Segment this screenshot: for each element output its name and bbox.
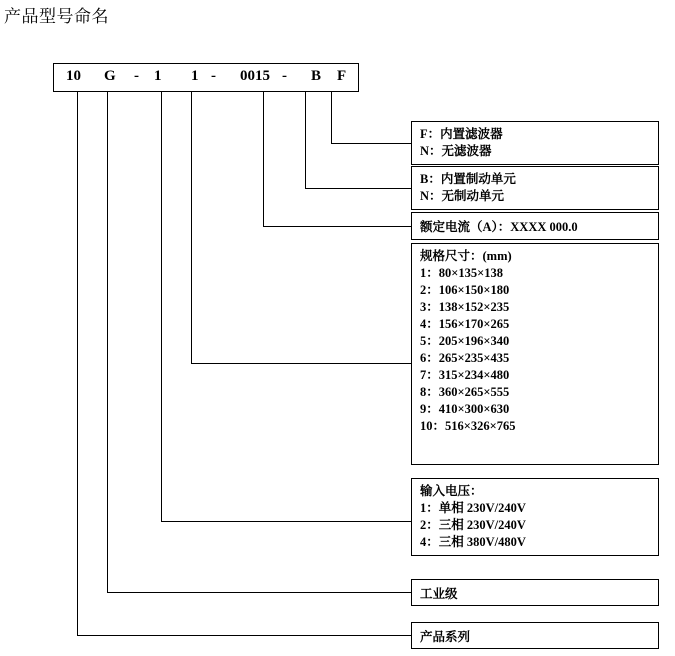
note-size-line-7: 6：265×235×435 bbox=[420, 351, 510, 365]
note-brake-line-1: B：内置制动单元 bbox=[420, 172, 516, 186]
note-current bbox=[411, 212, 659, 240]
note-size-line-8: 7：315×234×480 bbox=[420, 368, 510, 382]
code-segment-grade: G bbox=[104, 68, 116, 84]
note-size-line-6: 5：205×196×340 bbox=[420, 334, 510, 348]
note-size-line-2: 1：80×135×138 bbox=[420, 266, 503, 280]
connector-grade-vertical bbox=[107, 92, 108, 593]
connector-voltage-horizontal bbox=[161, 521, 411, 522]
connector-brake-horizontal bbox=[305, 188, 411, 189]
connector-filter-horizontal bbox=[331, 143, 411, 144]
note-size-line-1: 规格尺寸：(mm) bbox=[420, 249, 512, 263]
connector-series-horizontal bbox=[77, 635, 411, 636]
note-filter bbox=[411, 121, 659, 165]
note-voltage-line-4: 4：三相 380V/480V bbox=[420, 535, 526, 549]
note-series bbox=[411, 622, 659, 649]
code-segment-current: 0015 bbox=[240, 68, 270, 84]
code-segment-size: 1 bbox=[191, 68, 199, 84]
code-segment-filter: F bbox=[337, 68, 347, 84]
note-size-line-3: 2：106×150×180 bbox=[420, 283, 510, 297]
note-size-line-4: 3：138×152×235 bbox=[420, 300, 510, 314]
note-filter-line-2: N：无滤波器 bbox=[420, 144, 492, 158]
note-filter-line-1: F：内置滤波器 bbox=[420, 127, 503, 141]
connector-grade-horizontal bbox=[107, 592, 411, 593]
note-size bbox=[411, 243, 659, 465]
note-voltage bbox=[411, 478, 659, 556]
connector-current-vertical bbox=[263, 92, 264, 227]
note-voltage-line-1: 输入电压： bbox=[420, 484, 483, 498]
code-segment-dash-3: - bbox=[282, 68, 287, 84]
connector-voltage-vertical bbox=[161, 92, 162, 522]
page-title: 产品型号命名 bbox=[4, 7, 109, 27]
connector-brake-vertical bbox=[305, 92, 306, 189]
note-series-line-1: 产品系列 bbox=[420, 630, 471, 644]
note-brake bbox=[411, 166, 659, 210]
note-size-line-10: 9：410×300×630 bbox=[420, 402, 510, 416]
code-segment-dash-1: - bbox=[134, 68, 139, 84]
connector-size-vertical bbox=[191, 92, 192, 364]
connector-size-horizontal bbox=[191, 363, 411, 364]
note-size-line-5: 4：156×170×265 bbox=[420, 317, 510, 331]
note-voltage-line-2: 1：单相 230V/240V bbox=[420, 501, 526, 515]
note-brake-line-2: N：无制动单元 bbox=[420, 189, 505, 203]
code-segment-voltage: 1 bbox=[154, 68, 162, 84]
code-segment-dash-2: - bbox=[211, 68, 216, 84]
connector-series-vertical bbox=[77, 92, 78, 636]
note-voltage-line-3: 2：三相 230V/240V bbox=[420, 518, 526, 532]
connector-filter-vertical bbox=[331, 92, 332, 144]
code-segment-series: 10 bbox=[66, 68, 81, 84]
note-size-line-9: 8：360×265×555 bbox=[420, 385, 510, 399]
note-grade bbox=[411, 579, 659, 606]
note-grade-line-1: 工业级 bbox=[420, 587, 458, 601]
note-size-line-11: 10：516×326×765 bbox=[420, 419, 516, 433]
connector-current-horizontal bbox=[263, 226, 411, 227]
code-segment-brake: B bbox=[311, 68, 322, 84]
model-code-box bbox=[53, 63, 359, 92]
note-current-line-1: 额定电流（A）：XXXX 000.0 bbox=[420, 220, 578, 234]
